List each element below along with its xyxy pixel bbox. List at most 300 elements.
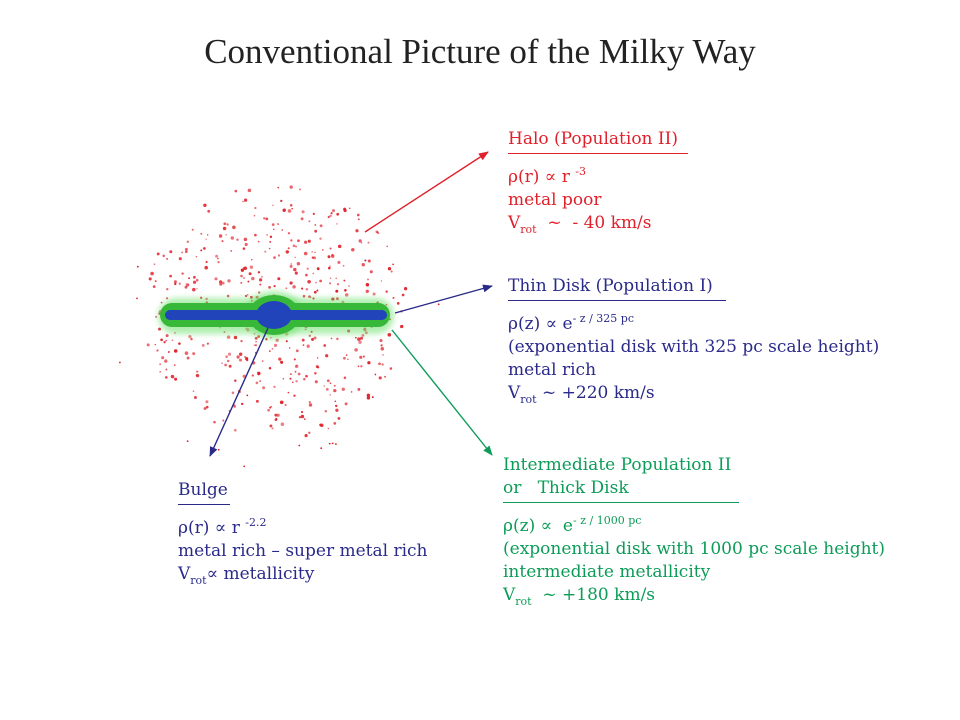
halo-star-dot bbox=[362, 263, 365, 266]
halo-star-dot bbox=[162, 255, 164, 257]
halo-star-dot bbox=[301, 415, 304, 418]
halo-star-dot bbox=[174, 378, 177, 381]
halo-star-dot bbox=[282, 209, 285, 212]
halo-star-dot bbox=[285, 287, 287, 289]
halo-label-block bbox=[508, 128, 688, 235]
halo-star-dot bbox=[302, 339, 305, 342]
halo-star-dot bbox=[234, 336, 237, 339]
halo-star-dot bbox=[219, 283, 222, 286]
halo-star-dot bbox=[342, 388, 345, 391]
halo-star-dot bbox=[332, 209, 335, 212]
halo-star-dot bbox=[213, 421, 216, 424]
halo-star-dot bbox=[280, 200, 282, 202]
halo-star-dot bbox=[298, 445, 300, 447]
halo-star-dot bbox=[179, 283, 181, 285]
halo-star-dot bbox=[290, 185, 293, 188]
halo-star-dot bbox=[258, 241, 260, 243]
halo-star-dot bbox=[367, 394, 370, 397]
halo-star-dot bbox=[388, 267, 391, 270]
halo-star-dot bbox=[295, 371, 297, 373]
halo-star-dot bbox=[269, 241, 271, 243]
halo-star-dot bbox=[206, 406, 209, 409]
halo-star-dot bbox=[346, 354, 348, 356]
halo-star-dot bbox=[149, 277, 152, 280]
halo-star-dot bbox=[158, 328, 161, 331]
halo-star-dot bbox=[329, 215, 331, 217]
halo-star-dot bbox=[255, 341, 257, 343]
halo-star-dot bbox=[222, 240, 224, 242]
halo-star-dot bbox=[294, 358, 296, 360]
halo-star-dot bbox=[161, 302, 163, 304]
halo-star-dot bbox=[334, 400, 336, 402]
halo-star-dot bbox=[185, 351, 189, 355]
halo-star-dot bbox=[246, 394, 248, 396]
halo-star-dot bbox=[378, 232, 380, 234]
halo-star-dot bbox=[281, 229, 283, 231]
halo-star-dot bbox=[166, 297, 168, 299]
halo-star-dot bbox=[255, 344, 257, 346]
halo-star-dot bbox=[375, 230, 378, 233]
halo-star-dot bbox=[229, 365, 232, 368]
halo-star-dot bbox=[207, 343, 209, 345]
halo-star-dot bbox=[153, 285, 156, 288]
halo-star-dot bbox=[299, 188, 301, 190]
halo-star-dot bbox=[196, 288, 197, 289]
halo-star-dot bbox=[275, 418, 278, 421]
halo-star-dot bbox=[345, 402, 348, 405]
halo-star-dot bbox=[315, 380, 318, 383]
halo-star-dot bbox=[270, 236, 272, 238]
halo-rotation-velocity: $V_{rot}$ ~ - 40 km/s bbox=[508, 213, 652, 236]
halo-star-dot bbox=[262, 386, 265, 389]
halo-star-dot bbox=[296, 349, 299, 352]
halo-star-dot bbox=[384, 376, 386, 378]
halo-star-dot bbox=[310, 297, 311, 298]
halo-star-dot bbox=[203, 247, 206, 250]
halo-star-dot bbox=[323, 385, 324, 386]
halo-metallicity: metal poor bbox=[508, 190, 602, 210]
halo-star-dot bbox=[273, 229, 274, 230]
halo-star-dot bbox=[337, 283, 339, 285]
halo-star-dot bbox=[337, 261, 340, 264]
halo-star-dot bbox=[334, 385, 336, 387]
halo-star-dot bbox=[247, 294, 249, 296]
halo-star-dot bbox=[243, 466, 245, 468]
halo-star-dot bbox=[317, 357, 318, 358]
halo-star-dot bbox=[330, 383, 331, 384]
halo-star-dot bbox=[166, 288, 168, 290]
halo-star-dot bbox=[357, 337, 361, 341]
halo-heading: Halo (Population II) bbox=[508, 128, 688, 154]
halo-star-dot bbox=[375, 374, 377, 376]
halo-star-dot bbox=[168, 351, 170, 353]
halo-star-dot bbox=[312, 273, 314, 275]
halo-star-dot bbox=[274, 344, 277, 347]
halo-star-dot bbox=[234, 380, 236, 382]
halo-star-dot bbox=[343, 280, 345, 282]
halo-star-dot bbox=[262, 360, 264, 362]
halo-star-dot bbox=[277, 223, 279, 225]
halo-star-dot bbox=[313, 256, 316, 259]
halo-star-dot bbox=[160, 338, 163, 341]
bulge-heading: Bulge bbox=[178, 479, 230, 505]
halo-star-dot bbox=[381, 363, 383, 365]
halo-star-dot bbox=[297, 262, 300, 265]
arrow-bulge bbox=[210, 328, 268, 456]
halo-star-dot bbox=[217, 258, 219, 260]
thick-disk-description: (exponential disk with 1000 pc scale height) bbox=[503, 539, 886, 559]
halo-star-dot bbox=[243, 247, 246, 250]
halo-star-dot bbox=[165, 369, 167, 371]
halo-star-dot bbox=[280, 401, 283, 404]
halo-star-dot bbox=[265, 218, 268, 221]
halo-star-dot bbox=[335, 443, 337, 445]
halo-star-dot bbox=[380, 344, 382, 346]
halo-star-dot bbox=[288, 392, 290, 394]
halo-star-dot bbox=[361, 334, 364, 337]
halo-star-dot bbox=[174, 364, 176, 366]
halo-star-dot bbox=[336, 338, 339, 341]
halo-star-dot bbox=[370, 270, 373, 273]
halo-star-dot bbox=[333, 422, 336, 425]
halo-star-dot bbox=[137, 266, 139, 268]
halo-star-dot bbox=[236, 355, 239, 358]
halo-star-dot bbox=[390, 367, 393, 370]
halo-star-dot bbox=[301, 411, 303, 413]
halo-star-dot bbox=[204, 266, 208, 270]
halo-star-dot bbox=[187, 241, 189, 243]
halo-star-dot bbox=[165, 376, 168, 379]
halo-star-dot bbox=[325, 354, 328, 357]
halo-star-dot bbox=[343, 265, 345, 267]
halo-star-dot bbox=[351, 248, 355, 252]
halo-star-dot bbox=[331, 212, 333, 214]
thick-disk-heading-line2: or Thick Disk bbox=[503, 477, 739, 503]
thick-disk-density: $\rho(z) \propto e^{- z / 1000 pc}$ bbox=[503, 514, 642, 536]
halo-star-dot bbox=[329, 265, 330, 266]
halo-star-dot bbox=[331, 338, 333, 340]
halo-star-dot bbox=[240, 282, 242, 284]
halo-star-dot bbox=[203, 204, 206, 207]
bulge-core bbox=[256, 301, 292, 329]
halo-star-dot bbox=[329, 282, 331, 284]
halo-star-dot bbox=[303, 295, 306, 298]
halo-star-dot bbox=[193, 281, 196, 284]
halo-star-dot bbox=[298, 373, 301, 376]
halo-density: ρ(r) ∝ r $^{-3}$ bbox=[508, 165, 586, 187]
halo-star-dot bbox=[295, 272, 298, 275]
halo-star-dot bbox=[166, 258, 168, 260]
halo-star-dot bbox=[196, 279, 199, 282]
halo-star-dot bbox=[392, 297, 394, 299]
halo-star-dot bbox=[200, 249, 202, 251]
halo-star-dot bbox=[329, 394, 330, 395]
halo-star-dot bbox=[319, 237, 321, 239]
halo-star-dot bbox=[314, 224, 316, 226]
halo-star-dot bbox=[259, 284, 261, 286]
halo-star-dot bbox=[258, 291, 260, 293]
halo-star-dot bbox=[169, 275, 172, 278]
halo-star-dot bbox=[269, 367, 271, 369]
halo-star-dot bbox=[190, 338, 192, 340]
halo-star-dot bbox=[290, 265, 293, 268]
halo-star-dot bbox=[315, 282, 317, 284]
halo-star-dot bbox=[361, 242, 362, 243]
halo-star-dot bbox=[303, 378, 305, 380]
halo-star-dot bbox=[258, 271, 260, 273]
halo-star-dot bbox=[254, 207, 256, 209]
halo-star-dot bbox=[264, 251, 266, 253]
halo-star-dot bbox=[319, 280, 322, 283]
halo-star-dot bbox=[335, 409, 338, 412]
halo-star-dot bbox=[291, 208, 293, 210]
halo-star-dot bbox=[333, 389, 336, 392]
halo-star-dot bbox=[169, 250, 172, 253]
halo-star-dot bbox=[366, 290, 369, 293]
halo-star-dot bbox=[251, 259, 252, 260]
halo-star-dot bbox=[230, 250, 232, 252]
halo-star-dot bbox=[290, 204, 293, 207]
halo-star-dot bbox=[273, 386, 275, 388]
halo-star-dot bbox=[277, 187, 279, 189]
halo-star-dot bbox=[349, 207, 351, 209]
halo-star-dot bbox=[276, 339, 279, 342]
halo-star-dot bbox=[303, 344, 305, 346]
halo-star-dot bbox=[358, 218, 360, 220]
halo-star-dot bbox=[215, 255, 218, 258]
halo-star-dot bbox=[223, 222, 226, 225]
halo-star-dot bbox=[297, 239, 300, 242]
halo-star-dot bbox=[256, 400, 259, 403]
halo-star-dot bbox=[274, 414, 277, 417]
halo-star-dot bbox=[205, 238, 206, 239]
halo-star-dot bbox=[193, 276, 196, 279]
halo-star-dot bbox=[381, 280, 382, 281]
halo-star-dot bbox=[179, 257, 182, 260]
halo-star-dot bbox=[227, 279, 230, 282]
halo-star-dot bbox=[181, 251, 183, 253]
halo-star-dot bbox=[232, 392, 235, 395]
halo-star-dot bbox=[185, 286, 188, 289]
halo-star-dot bbox=[295, 245, 297, 247]
halo-star-dot bbox=[386, 291, 388, 293]
halo-star-dot bbox=[320, 424, 324, 428]
halo-star-dot bbox=[234, 429, 237, 432]
halo-star-dot bbox=[301, 288, 303, 290]
halo-star-dot bbox=[174, 349, 177, 352]
halo-star-dot bbox=[292, 382, 294, 384]
halo-star-dot bbox=[269, 424, 272, 427]
halo-star-dot bbox=[386, 246, 388, 248]
halo-star-dot bbox=[301, 217, 304, 220]
halo-star-dot bbox=[244, 356, 246, 358]
halo-star-dot bbox=[286, 340, 288, 342]
halo-star-dot bbox=[289, 378, 291, 380]
halo-star-dot bbox=[347, 358, 349, 360]
halo-star-dot bbox=[235, 190, 238, 193]
halo-star-dot bbox=[239, 353, 242, 356]
halo-star-dot bbox=[317, 267, 320, 270]
thin-disk-label-block bbox=[508, 275, 879, 405]
halo-star-dot bbox=[328, 216, 330, 218]
halo-star-dot bbox=[307, 268, 309, 270]
halo-star-dot bbox=[335, 405, 337, 407]
halo-star-dot bbox=[307, 280, 311, 284]
halo-star-dot bbox=[159, 363, 161, 365]
halo-star-dot bbox=[323, 344, 326, 347]
halo-star-dot bbox=[185, 248, 188, 251]
halo-star-dot bbox=[345, 293, 349, 297]
halo-star-dot bbox=[119, 362, 121, 364]
halo-star-dot bbox=[239, 359, 242, 362]
halo-star-dot bbox=[328, 428, 330, 430]
halo-star-dot bbox=[360, 337, 363, 340]
halo-star-dot bbox=[313, 213, 315, 215]
halo-star-dot bbox=[163, 341, 165, 343]
halo-star-dot bbox=[187, 440, 189, 442]
halo-star-dot bbox=[266, 234, 268, 236]
thin-disk-description: (exponential disk with 325 pc scale height) bbox=[508, 337, 880, 357]
halo-star-dot bbox=[247, 281, 249, 283]
halo-star-dot bbox=[335, 290, 338, 293]
halo-star-dot bbox=[155, 316, 157, 318]
halo-star-dot bbox=[292, 285, 295, 288]
halo-star-dot bbox=[171, 375, 174, 378]
halo-star-dot bbox=[259, 278, 262, 281]
halo-star-dot bbox=[232, 226, 236, 230]
halo-star-dot bbox=[335, 278, 337, 280]
halo-star-dot bbox=[357, 214, 360, 217]
halo-star-dot bbox=[193, 390, 195, 392]
halo-star-dot bbox=[258, 373, 260, 375]
halo-star-dot bbox=[272, 205, 274, 207]
halo-star-dot bbox=[296, 365, 298, 367]
halo-star-dot bbox=[254, 234, 257, 237]
halo-star-dot bbox=[330, 247, 332, 249]
halo-star-dot bbox=[309, 401, 311, 403]
halo-star-dot bbox=[316, 365, 319, 368]
halo-star-dot bbox=[293, 268, 296, 271]
halo-star-dot bbox=[314, 252, 316, 254]
halo-star-dot bbox=[299, 416, 301, 418]
thick-disk-metallicity: intermediate metallicity bbox=[503, 562, 711, 582]
halo-star-dot bbox=[397, 302, 400, 305]
thin-disk-heading: Thin Disk (Population I) bbox=[508, 275, 726, 301]
halo-star-dot bbox=[218, 449, 220, 451]
halo-star-dot bbox=[304, 241, 307, 244]
halo-star-dot bbox=[295, 380, 297, 382]
thin-disk-density: $\rho(z) \propto e^{- z / 325 pc}$ bbox=[508, 312, 634, 334]
halo-star-dot bbox=[305, 274, 308, 277]
halo-star-dot bbox=[332, 254, 334, 256]
halo-star-dot bbox=[278, 254, 280, 256]
halo-star-dot bbox=[147, 343, 150, 346]
halo-star-dot bbox=[344, 289, 347, 292]
halo-star-dot bbox=[348, 285, 350, 287]
halo-star-dot bbox=[164, 359, 167, 362]
halo-star-dot bbox=[290, 373, 292, 375]
halo-star-dot bbox=[236, 239, 238, 241]
halo-star-dot bbox=[219, 234, 222, 237]
halo-star-dot bbox=[206, 261, 208, 263]
halo-star-dot bbox=[358, 340, 361, 343]
halo-star-dot bbox=[338, 245, 342, 249]
halo-star-dot bbox=[294, 257, 295, 258]
halo-star-dot bbox=[240, 340, 242, 342]
halo-star-dot bbox=[302, 210, 305, 213]
bulge-density: ρ(r) ∝ r $^{-2.2}$ bbox=[178, 516, 267, 538]
halo-star-dot bbox=[243, 277, 245, 279]
halo-star-dot bbox=[290, 239, 292, 241]
halo-star-dot bbox=[289, 347, 291, 349]
halo-star-dot bbox=[289, 281, 292, 284]
halo-star-dot bbox=[372, 396, 374, 398]
halo-star-dot bbox=[240, 275, 243, 278]
halo-star-dot bbox=[156, 349, 158, 351]
halo-star-dot bbox=[378, 362, 381, 365]
halo-star-dot bbox=[251, 277, 254, 280]
halo-star-dot bbox=[288, 209, 292, 213]
bulge-metallicity: metal rich – super metal rich bbox=[178, 541, 428, 561]
halo-star-dot bbox=[368, 260, 371, 263]
halo-star-dot bbox=[241, 269, 244, 272]
halo-star-dot bbox=[355, 337, 357, 339]
halo-star-dot bbox=[359, 239, 362, 242]
halo-star-dot bbox=[309, 403, 312, 406]
halo-star-dot bbox=[259, 380, 261, 382]
halo-star-dot bbox=[192, 229, 194, 231]
halo-star-dot bbox=[245, 295, 247, 297]
halo-star-dot bbox=[172, 339, 174, 341]
thin-disk-rotation-velocity: $V_{rot}$ ~ +220 km/s bbox=[508, 383, 655, 406]
halo-star-dot bbox=[200, 233, 202, 235]
halo-star-dot bbox=[404, 287, 407, 290]
halo-star-dot bbox=[322, 249, 324, 251]
halo-star-dot bbox=[248, 189, 252, 193]
halo-star-dot bbox=[188, 277, 190, 279]
halo-star-dot bbox=[205, 400, 208, 403]
halo-star-dot bbox=[261, 276, 263, 278]
halo-star-dot bbox=[274, 285, 276, 287]
halo-star-dot bbox=[328, 267, 331, 270]
halo-star-dot bbox=[244, 267, 248, 271]
halo-star-dot bbox=[231, 236, 234, 239]
halo-star-dot bbox=[381, 347, 385, 351]
halo-star-dot bbox=[166, 334, 169, 337]
halo-star-dot bbox=[165, 340, 167, 342]
halo-star-dot bbox=[161, 356, 164, 359]
halo-star-dot bbox=[373, 292, 376, 295]
halo-star-dot bbox=[178, 342, 181, 345]
halo-star-dot bbox=[228, 353, 231, 356]
halo-star-dot bbox=[225, 355, 228, 358]
halo-star-dot bbox=[332, 443, 334, 445]
halo-star-dot bbox=[308, 432, 310, 434]
halo-star-dot bbox=[252, 374, 254, 376]
halo-star-dot bbox=[244, 199, 247, 202]
halo-star-dot bbox=[391, 270, 393, 272]
halo-star-dot bbox=[278, 357, 281, 360]
halo-star-dot bbox=[305, 434, 308, 437]
halo-star-dot bbox=[288, 247, 290, 249]
halo-star-dot bbox=[196, 370, 198, 372]
halo-star-dot bbox=[272, 223, 275, 226]
halo-star-dot bbox=[225, 234, 226, 235]
halo-star-dot bbox=[174, 280, 177, 283]
halo-star-dot bbox=[154, 263, 156, 265]
halo-star-dot bbox=[218, 261, 220, 263]
bulge-rotation-velocity: $V_{rot}\propto$ metallicity bbox=[178, 564, 315, 587]
